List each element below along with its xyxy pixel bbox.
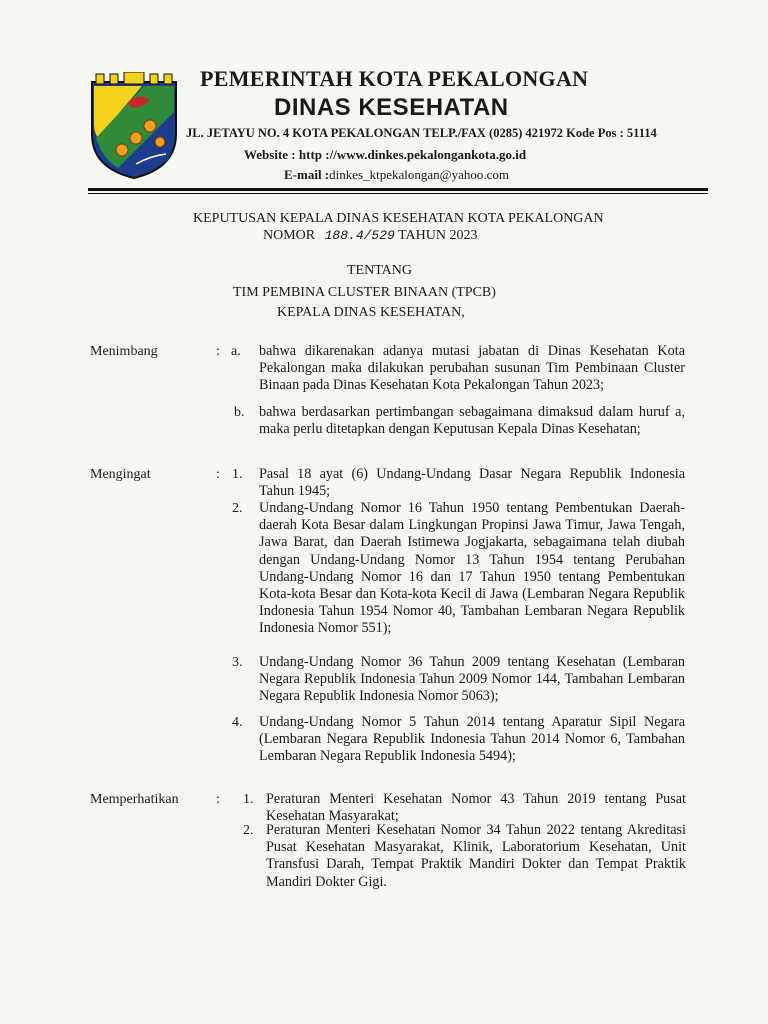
decree-subject: TIM PEMBINA CLUSTER BINAAN (TPCB) <box>233 285 496 300</box>
decree-number <box>263 227 477 244</box>
section-label-mengingat: Mengingat <box>90 467 151 482</box>
agency-name: PEMERINTAH KOTA PEKALONGAN <box>200 66 589 91</box>
agency-address: JL. JETAYU NO. 4 KOTA PEKALONGAN TELP./FAX (0285) 421972 Kode Pos : 51114 <box>186 126 657 140</box>
list-marker: 1. <box>243 792 254 807</box>
list-marker: a. <box>231 344 241 359</box>
city-crest-logo <box>88 72 180 180</box>
list-marker: 3. <box>232 655 243 670</box>
section-label-memperhatikan: Memperhatikan <box>90 792 179 807</box>
handwritten-number: 188.4/529 <box>324 228 395 243</box>
list-marker: 2. <box>232 501 243 516</box>
list-item: Peraturan Menteri Kesehatan Nomor 34 Tahun 2022 tentang Akreditasi Pusat Kesehatan Masyarakat, Klinik, Laboratorium Kesehatan, Unit Transfusi Darah, Tempat Praktik Mandiri Dokter dan Tempat Praktik Mandiri Dokter Gigi. <box>266 822 686 890</box>
letterhead-rule <box>88 188 708 191</box>
nomor-label: NOMOR <box>263 228 316 243</box>
agency-email <box>284 167 509 183</box>
colon: : <box>216 344 220 359</box>
colon: : <box>216 467 220 482</box>
colon: : <box>216 792 220 807</box>
list-item: Pasal 18 ayat (6) Undang-Undang Dasar Negara Republik Indonesia Tahun 1945; <box>259 466 685 500</box>
department-name: DINAS KESEHATAN <box>274 94 509 121</box>
list-item: Undang-Undang Nomor 16 Tahun 1950 tentang Pembentukan Daerah-daerah Kota Besar dalam Lingkungan Propinsi Jawa Timur, Jawa Tengah, Jawa Barat, dan Daerah Istimewa Jogjakarta, sebagaimana telah diubah dengan Undang-Undang Nomor 13 Tahun 1954 tentang Perubahan Undang-Undang Nomor 16 dan 17 Tahun 1950 tentang Pembentukan Kota-kota Besar dan Kota-kota Kecil di Jawa (Lembaran Negara Republik Indonesia Tahun 1954 Nomor 40, Tambahan Lembaran Negara Republik Indonesia Nomor 551); <box>259 500 685 637</box>
email-address: dinkes_ktpekalongan@yahoo.com <box>329 167 509 182</box>
list-item: bahwa berdasarkan pertimbangan sebagaimana dimaksud dalam huruf a, maka perlu ditetapkan dengan Keputusan Kepala Dinas Kesehatan; <box>259 404 685 438</box>
list-marker: 4. <box>232 715 243 730</box>
list-item: Peraturan Menteri Kesehatan Nomor 43 Tahun 2019 tentang Pusat Kesehatan Masyarakat; <box>266 791 686 825</box>
email-label: E-mail : <box>284 167 330 182</box>
list-marker: 1. <box>232 467 243 482</box>
letterhead-rule-thin <box>88 193 708 194</box>
list-marker: b. <box>234 405 245 420</box>
agency-website: Website : http ://www.dinkes.pekalongankota.go.id <box>244 147 527 162</box>
list-marker: 2. <box>243 823 254 838</box>
section-label-menimbang: Menimbang <box>90 344 158 359</box>
decree-issuer: KEPALA DINAS KESEHATAN, <box>277 305 465 320</box>
list-item: Undang-Undang Nomor 36 Tahun 2009 tentang Kesehatan (Lembaran Negara Republik Indonesia Tahun 2009 Nomor 144, Tambahan Lembaran Negara Republik Indonesia Nomor 5063); <box>259 654 685 705</box>
decree-year: TAHUN 2023 <box>398 228 478 243</box>
decree-title: KEPUTUSAN KEPALA DINAS KESEHATAN KOTA PEKALONGAN <box>193 211 604 226</box>
list-item: Undang-Undang Nomor 5 Tahun 2014 tentang Aparatur Sipil Negara (Lembaran Negara Republik Indonesia Tahun 2014 Nomor 6, Tambahan Lembaran Negara Republik Indonesia 5494); <box>259 714 685 765</box>
list-item: bahwa dikarenakan adanya mutasi jabatan di Dinas Kesehatan Kota Pekalongan maka dilakukan perubahan susunan Tim Pembinaan Cluster Binaan pada Dinas Kesehatan Kota Pekalongan Tahun 2023; <box>259 343 685 394</box>
tentang-heading: TENTANG <box>347 263 412 278</box>
